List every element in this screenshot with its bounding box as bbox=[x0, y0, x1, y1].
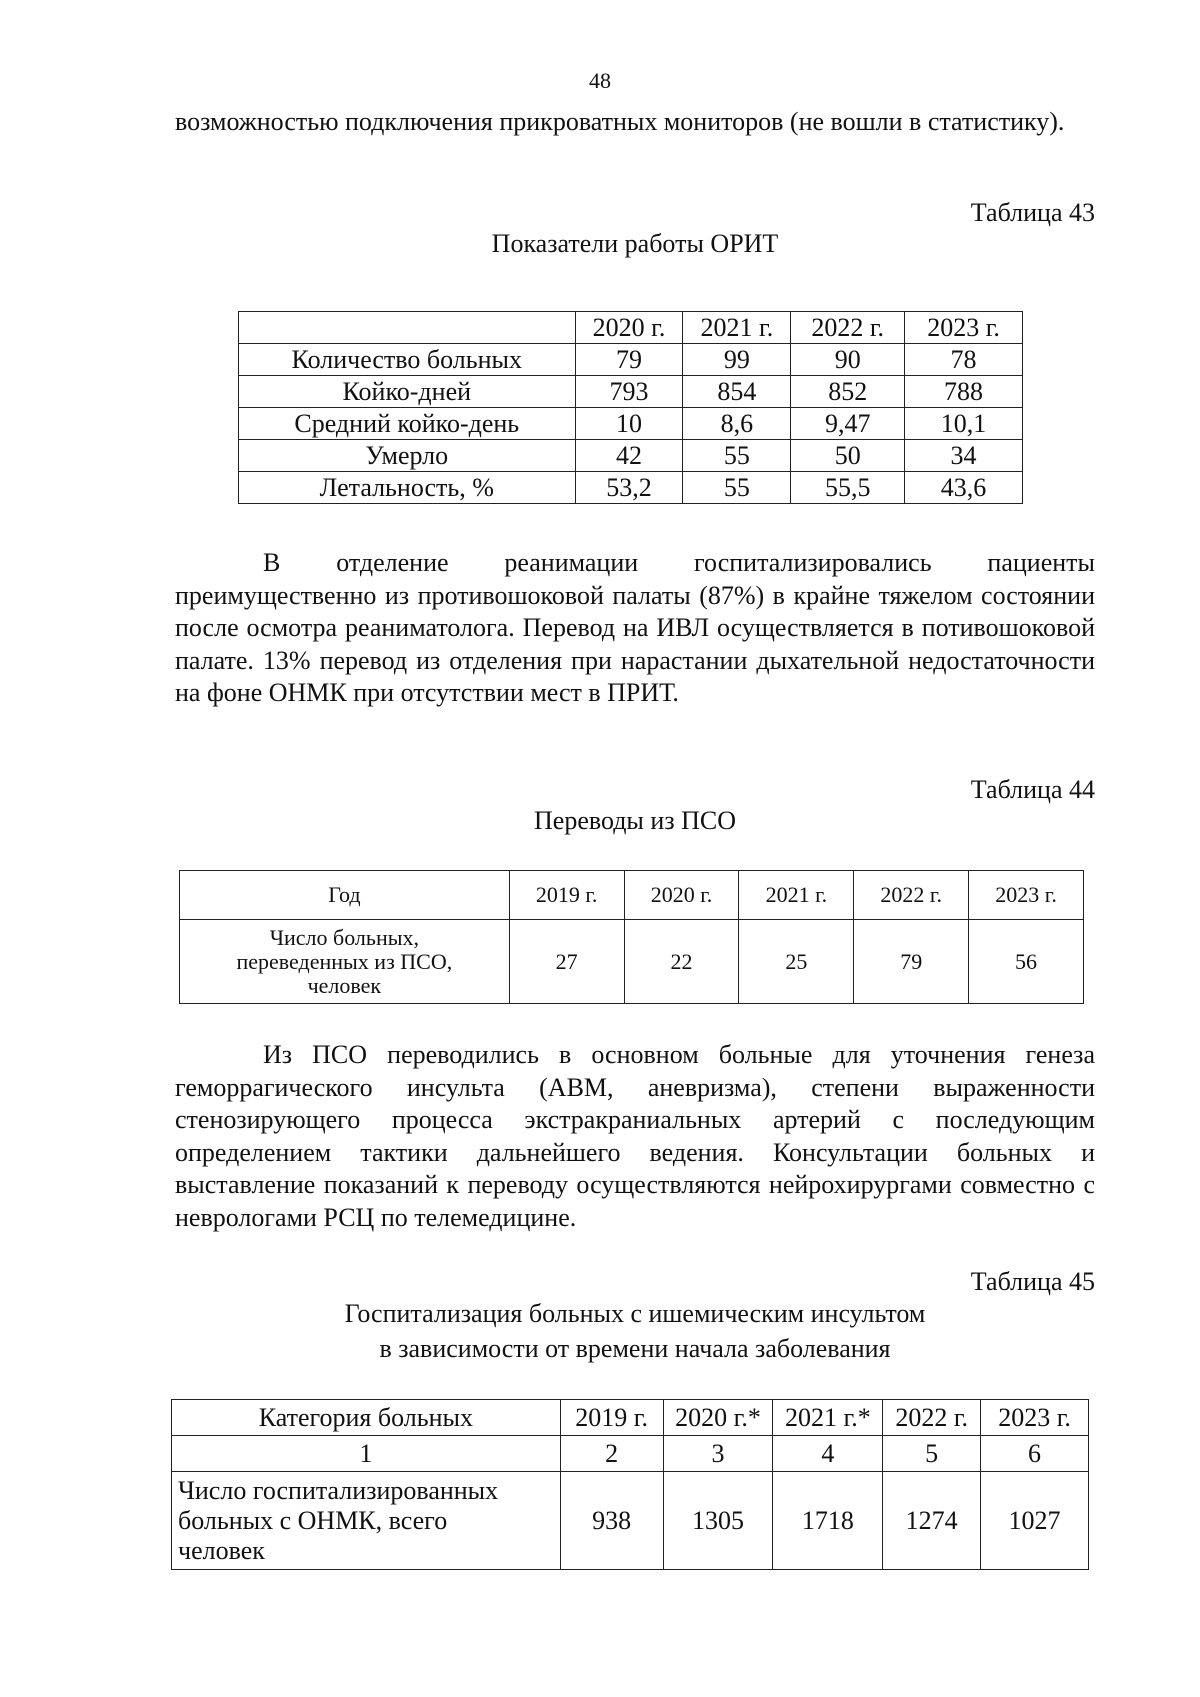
table-cell: 10 bbox=[575, 408, 683, 440]
table-43-title: Показатели работы ОРИТ bbox=[491, 229, 779, 258]
table-cell: 79 bbox=[854, 920, 969, 1004]
column-number: 3 bbox=[663, 1436, 773, 1472]
column-number: 1 bbox=[172, 1436, 561, 1472]
table-cell: 55 bbox=[683, 472, 791, 504]
table-45-title-line-2: в зависимости от времени начала заболевания bbox=[379, 1334, 891, 1363]
table-header-cell: 2023 г. bbox=[905, 312, 1023, 344]
table-header-cell: 2021 г. bbox=[683, 312, 791, 344]
table-cell: 854 bbox=[683, 376, 791, 408]
table-header-cell: Год bbox=[180, 871, 510, 920]
table-row bbox=[172, 1472, 1089, 1570]
row-label: Летальность, % bbox=[239, 472, 576, 504]
table-cell: 43,6 bbox=[905, 472, 1023, 504]
table-header-cell: 2022 г. bbox=[791, 312, 905, 344]
table-header-cell: 2020 г. bbox=[575, 312, 683, 344]
table-cell: 9,47 bbox=[791, 408, 905, 440]
row-label: Число госпитализированных больных с ОНМК, всего человек bbox=[172, 1472, 561, 1570]
table-row bbox=[239, 312, 1023, 344]
paragraph-1: В отделение реанимации госпитализировались пациенты преимущественно из противошоковой палаты (87%) в крайне тяжелом состоянии после осмотра реаниматолога. Перевод на ИВЛ осуществляется в потивошоковой палате. 13% перевод из отделения при нарастании дыхательной недостаточности на фоне ОНМК при отсутствии мест в ПРИТ. bbox=[175, 548, 1095, 707]
table-44-label: Таблица 44 bbox=[970, 775, 1095, 804]
table-header-cell: 2022 г. bbox=[854, 871, 969, 920]
table-row bbox=[239, 376, 1023, 408]
row-label: Количество больных bbox=[239, 344, 576, 376]
table-cell: 50 bbox=[791, 440, 905, 472]
table-43-label: Таблица 43 bbox=[970, 198, 1095, 227]
intro-paragraph: возможностью подключения прикроватных мониторов (не вошли в статистику). bbox=[175, 107, 1065, 136]
table-45-label: Таблица 45 bbox=[970, 1267, 1095, 1296]
table-cell: 8,6 bbox=[683, 408, 791, 440]
table-cell: 56 bbox=[969, 920, 1084, 1004]
table-header-cell: 2020 г.* bbox=[663, 1400, 773, 1436]
column-number: 5 bbox=[883, 1436, 981, 1472]
table-cell: 22 bbox=[624, 920, 739, 1004]
page-number: 48 bbox=[589, 68, 611, 93]
table-cell: 25 bbox=[739, 920, 854, 1004]
table-header-cell: 2021 г.* bbox=[773, 1400, 883, 1436]
table-45 bbox=[171, 1399, 1089, 1570]
table-cell: 79 bbox=[575, 344, 683, 376]
table-row bbox=[239, 408, 1023, 440]
table-cell: 55 bbox=[683, 440, 791, 472]
table-cell: 938 bbox=[560, 1472, 663, 1570]
table-cell: 78 bbox=[905, 344, 1023, 376]
table-row bbox=[180, 871, 1084, 920]
table-row bbox=[239, 472, 1023, 504]
column-number: 6 bbox=[981, 1436, 1089, 1472]
table-cell: 90 bbox=[791, 344, 905, 376]
column-number: 4 bbox=[773, 1436, 883, 1472]
row-label: Койко-дней bbox=[239, 376, 576, 408]
table-cell: 34 bbox=[905, 440, 1023, 472]
table-row bbox=[239, 440, 1023, 472]
table-cell: 788 bbox=[905, 376, 1023, 408]
row-label: Средний койко-день bbox=[239, 408, 576, 440]
table-row bbox=[172, 1436, 1089, 1472]
table-cell: 1718 bbox=[773, 1472, 883, 1570]
table-cell: 852 bbox=[791, 376, 905, 408]
table-header-cell: 2019 г. bbox=[509, 871, 624, 920]
table-cell: 42 bbox=[575, 440, 683, 472]
table-cell: 99 bbox=[683, 344, 791, 376]
table-header-cell: 2023 г. bbox=[981, 1400, 1089, 1436]
table-cell: 10,1 bbox=[905, 408, 1023, 440]
table-row bbox=[172, 1400, 1089, 1436]
table-header-cell: 2020 г. bbox=[624, 871, 739, 920]
table-cell: 793 bbox=[575, 376, 683, 408]
table-43 bbox=[238, 311, 1023, 504]
table-cell: 1305 bbox=[663, 1472, 773, 1570]
table-header-cell: Категория больных bbox=[172, 1400, 561, 1436]
paragraph-2: Из ПСО переводились в основном больные для уточнения генеза геморрагического инсульта (АВМ, аневризма), степени выраженности стенозирующего процесса экстракраниальных артерий с последующим определением тактики дальнейшего ведения. Консультации больных и выставление показаний к переводу осуществляются нейрохирургами совместно с неврологами РСЦ по телемедицине. bbox=[175, 1040, 1095, 1232]
row-label: Число больных, переведенных из ПСО, человек bbox=[180, 920, 510, 1004]
table-header-cell: 2019 г. bbox=[560, 1400, 663, 1436]
table-cell bbox=[239, 312, 576, 344]
table-44 bbox=[179, 870, 1084, 1004]
table-44-title: Переводы из ПСО bbox=[534, 806, 736, 835]
table-cell: 1274 bbox=[883, 1472, 981, 1570]
table-cell: 55,5 bbox=[791, 472, 905, 504]
table-cell: 53,2 bbox=[575, 472, 683, 504]
table-45-title-line-1: Госпитализация больных с ишемическим инсультом bbox=[344, 1299, 926, 1328]
table-cell: 27 bbox=[509, 920, 624, 1004]
table-header-cell: 2021 г. bbox=[739, 871, 854, 920]
table-cell: 1027 bbox=[981, 1472, 1089, 1570]
table-header-cell: 2022 г. bbox=[883, 1400, 981, 1436]
table-row bbox=[180, 920, 1084, 1004]
row-label: Умерло bbox=[239, 440, 576, 472]
table-row bbox=[239, 344, 1023, 376]
table-header-cell: 2023 г. bbox=[969, 871, 1084, 920]
column-number: 2 bbox=[560, 1436, 663, 1472]
